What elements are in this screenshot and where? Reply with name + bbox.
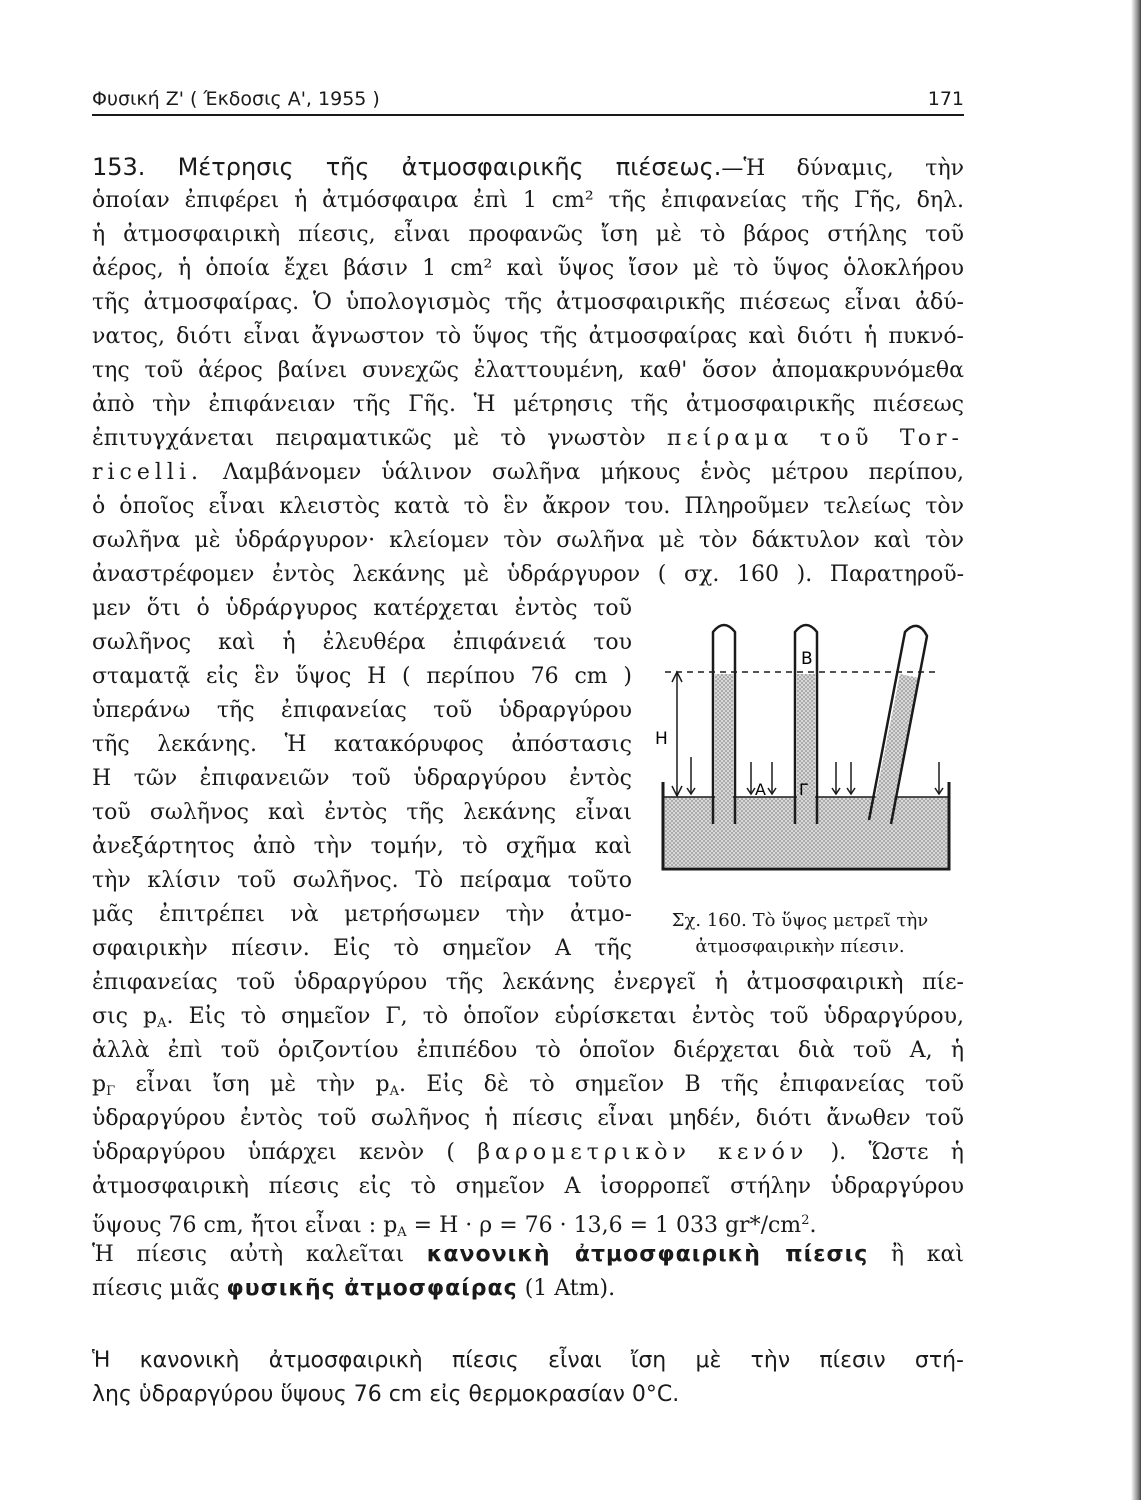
text-run: ὕψους 76 cm, ἤτοι εἶναι : p (92, 1213, 398, 1238)
text-run: (1 Atm). (524, 1276, 616, 1301)
text-run: ὑδραργύρου ὑπάρχει κενὸν ( (92, 1140, 456, 1165)
text-line: μᾶς ἐπιτρέπει νὰ μετρήσωμεν τὴν ἀτμο- (92, 902, 632, 927)
label-g: Γ (799, 780, 808, 799)
text-run: Ἡ πίεσις αὐτὴ καλεῖται (92, 1242, 405, 1267)
subscript: Α (389, 1084, 400, 1099)
figure-caption (640, 908, 960, 960)
tube-left (713, 625, 735, 824)
emphasis-vacuum: βαρομετρικὸν κενόν (477, 1140, 809, 1165)
text-run: . (809, 1213, 817, 1238)
torricelli-figure (655, 612, 955, 912)
text-line: Η τῶν ἐπιφανειῶν τοῦ ὑδραργύρου ἐντὸς (92, 766, 632, 791)
running-header (92, 88, 964, 116)
section-title: 153. Μέτρησις τῆς ἀτμοσφαιρικῆς πιέσεως. (92, 153, 722, 181)
text-run: σις p (92, 1004, 158, 1029)
closing-paragraph (92, 1344, 964, 1412)
text-line: λης ὑδραργύρου ὕψους 76 cm εἰς θερμοκρασίαν 0°C. (92, 1382, 680, 1407)
text-line: σωλῆνος καὶ ἡ ἐλευθέρα ἐπιφάνειά του (92, 630, 632, 655)
text-line: της τοῦ ἀέρος βαίνει συνεχῶς ἐλαττουμένη, καθ' ὅσον ἀπομακρυνόμεθα (92, 358, 964, 383)
caption-line: Σχ. 160. Τὸ ὕψος μετρεῖ τὴν (671, 910, 929, 931)
label-h: Η (655, 729, 668, 749)
text-line: σφαιρικὴν πίεσιν. Εἰς τὸ σημεῖον Α τῆς (92, 936, 632, 961)
text-run: = Η · ρ = 76 · 13,6 = 1 033 gr*/cm (406, 1213, 802, 1238)
page-edge (1131, 0, 1141, 1500)
text-line: νατος, διότι εἶναι ἄγνωστον τὸ ὕψος τῆς ἀτμοσφαίρας καὶ διότι ἡ πυκνό- (92, 324, 964, 349)
section-body-narrow (92, 592, 632, 966)
text-line: τὴν κλίσιν τοῦ σωλῆνος. Τὸ πείραμα τοῦτο (92, 868, 632, 893)
header-title: Φυσική Ζ' ( Έκδοσις Α', 1955 ) (92, 88, 380, 110)
text-line: ἐπιτυγχάνεται πειραματικῶς μὲ τὸ γνωστὸν (92, 426, 646, 451)
height-marker (672, 672, 682, 796)
text-line: ἡ ἀτμοσφαιρικὴ πίεσις, εἶναι προφανῶς ἴση μὲ τὸ βάρος στήλης τοῦ (92, 222, 964, 247)
text-run: . Εἰς δὲ τὸ σημεῖον Β τῆς ἐπιφανείας τοῦ (399, 1072, 964, 1097)
text-line: ὑδραργύρου ἐντὸς τοῦ σωλῆνος ἡ πίεσις εἶναι μηδέν, διότι ἄνωθεν τοῦ (92, 1106, 964, 1131)
text-line: ἐπιφανείας τοῦ ὑδραργύρου τῆς λεκάνης ἐνεργεῖ ἡ ἀτμοσφαιρικὴ πίε- (92, 970, 964, 995)
text-line: ἀτμοσφαιρικὴ πίεσις εἰς τὸ σημεῖον Α ἰσορροπεῖ στήλην ὑδραργύρου (92, 1174, 964, 1199)
text-line: ἀναστρέφομεν ἐντὸς λεκάνης μὲ ὑδράργυρον ( σχ. 160 ). Παρατηροῦ- (92, 562, 964, 587)
subscript: Α (397, 1225, 407, 1240)
text-line: ὁποίαν ἐπιφέρει ἡ ἀτμόσφαιρα ἐπὶ 1 cm² τῆς ἐπιφανείας τῆς Γῆς, δηλ. (92, 188, 964, 213)
text-run: . Εἰς τὸ σημεῖον Γ, τὸ ὁποῖον εὑρίσκεται ἐντὸς τοῦ ὑδραργύρου, (166, 1004, 965, 1029)
subscript: Γ (106, 1084, 116, 1099)
page-number: 171 (927, 88, 964, 110)
caption-line: ἀτμοσφαιρικὴν πίεσιν. (695, 936, 905, 957)
emphasis-torricelli: ricelli. (92, 460, 203, 485)
text-line: τοῦ σωλῆνος καὶ ἐντὸς τῆς λεκάνης εἶναι (92, 800, 632, 825)
text-line: ἀνεξάρτητος ἀπὸ τὴν τομήν, τὸ σχῆμα καὶ (92, 834, 632, 859)
emphasis-normal-pressure: κανονικὴ ἀτμοσφαιρικὴ πίεσις (426, 1242, 869, 1267)
text-line: ἀπὸ τὴν ἐπιφάνειαν τῆς Γῆς. Ἡ μέτρησις τῆς ἀτμοσφαιρικῆς πιέσεως (92, 392, 964, 417)
text-line: Λαμβάνομεν ὑάλινον σωλῆνα μήκους ἑνὸς μέτρου περίπου, (222, 460, 964, 485)
text-run: πίεσις μιᾶς (92, 1276, 220, 1301)
section-body-top (92, 150, 964, 592)
emphasis-physical-atmosphere: φυσικῆς ἀτμοσφαίρας (226, 1276, 518, 1301)
subscript: Α (157, 1016, 167, 1031)
text-line: μεν ὅτι ὁ ὑδράργυρος κατέρχεται ἐντὸς τοῦ (92, 596, 632, 621)
section-body-bottom (92, 966, 964, 1306)
text-line: σταματᾷ εἰς ἓν ὕψος Η ( περίπου 76 cm ) (92, 664, 632, 689)
text-line: τῆς λεκάνης. Ἡ κατακόρυφος ἀπόστασις (92, 732, 632, 757)
text-line: σωλῆνα μὲ ὑδράργυρον· κλείομεν τὸν σωλῆνα μὲ τὸν δάκτυλον καὶ τὸν (92, 528, 964, 553)
text-line: —Ἡ δύναμις, τὴν (721, 156, 964, 181)
text-line: ἀέρος, ἡ ὁποία ἔχει βάσιν 1 cm² καὶ ὕψος ἴσον μὲ τὸ ὕψος ὁλοκλήρου (92, 256, 964, 281)
text-run: ἢ καὶ (890, 1242, 965, 1267)
text-line: ἀλλὰ ἐπὶ τοῦ ὁριζοντίου ἐπιπέδου τὸ ὁποῖον διέρχεται διὰ τοῦ Α, ἡ (92, 1038, 964, 1063)
text-run: ). Ὥστε ἡ (830, 1140, 964, 1165)
superscript: 2 (801, 1213, 810, 1228)
text-line: τῆς ἀτμοσφαίρας. Ὁ ὑπολογισμὸς τῆς ἀτμοσφαιρικῆς πιέσεως εἶναι ἀδύ- (92, 290, 964, 315)
emphasis-experiment: πείραμα τοῦ Tor- (666, 426, 964, 451)
tube-tilted (869, 626, 927, 824)
text-run: εἶναι ἴση μὲ τὴν p (115, 1072, 390, 1097)
label-a: Α (755, 780, 766, 799)
text-line: ὑπεράνω τῆς ἐπιφανείας τοῦ ὑδραργύρου (92, 698, 632, 723)
label-b: Β (801, 649, 813, 669)
text-run: p (92, 1072, 107, 1097)
text-line: ὁ ὁποῖος εἶναι κλειστὸς κατὰ τὸ ἓν ἄκρον του. Πληροῦμεν τελείως τὸν (92, 494, 964, 519)
text-line: Ἡ κανονικὴ ἀτμοσφαιρικὴ πίεσις εἶναι ἴση μὲ τὴν πίεσιν στή- (92, 1348, 964, 1373)
